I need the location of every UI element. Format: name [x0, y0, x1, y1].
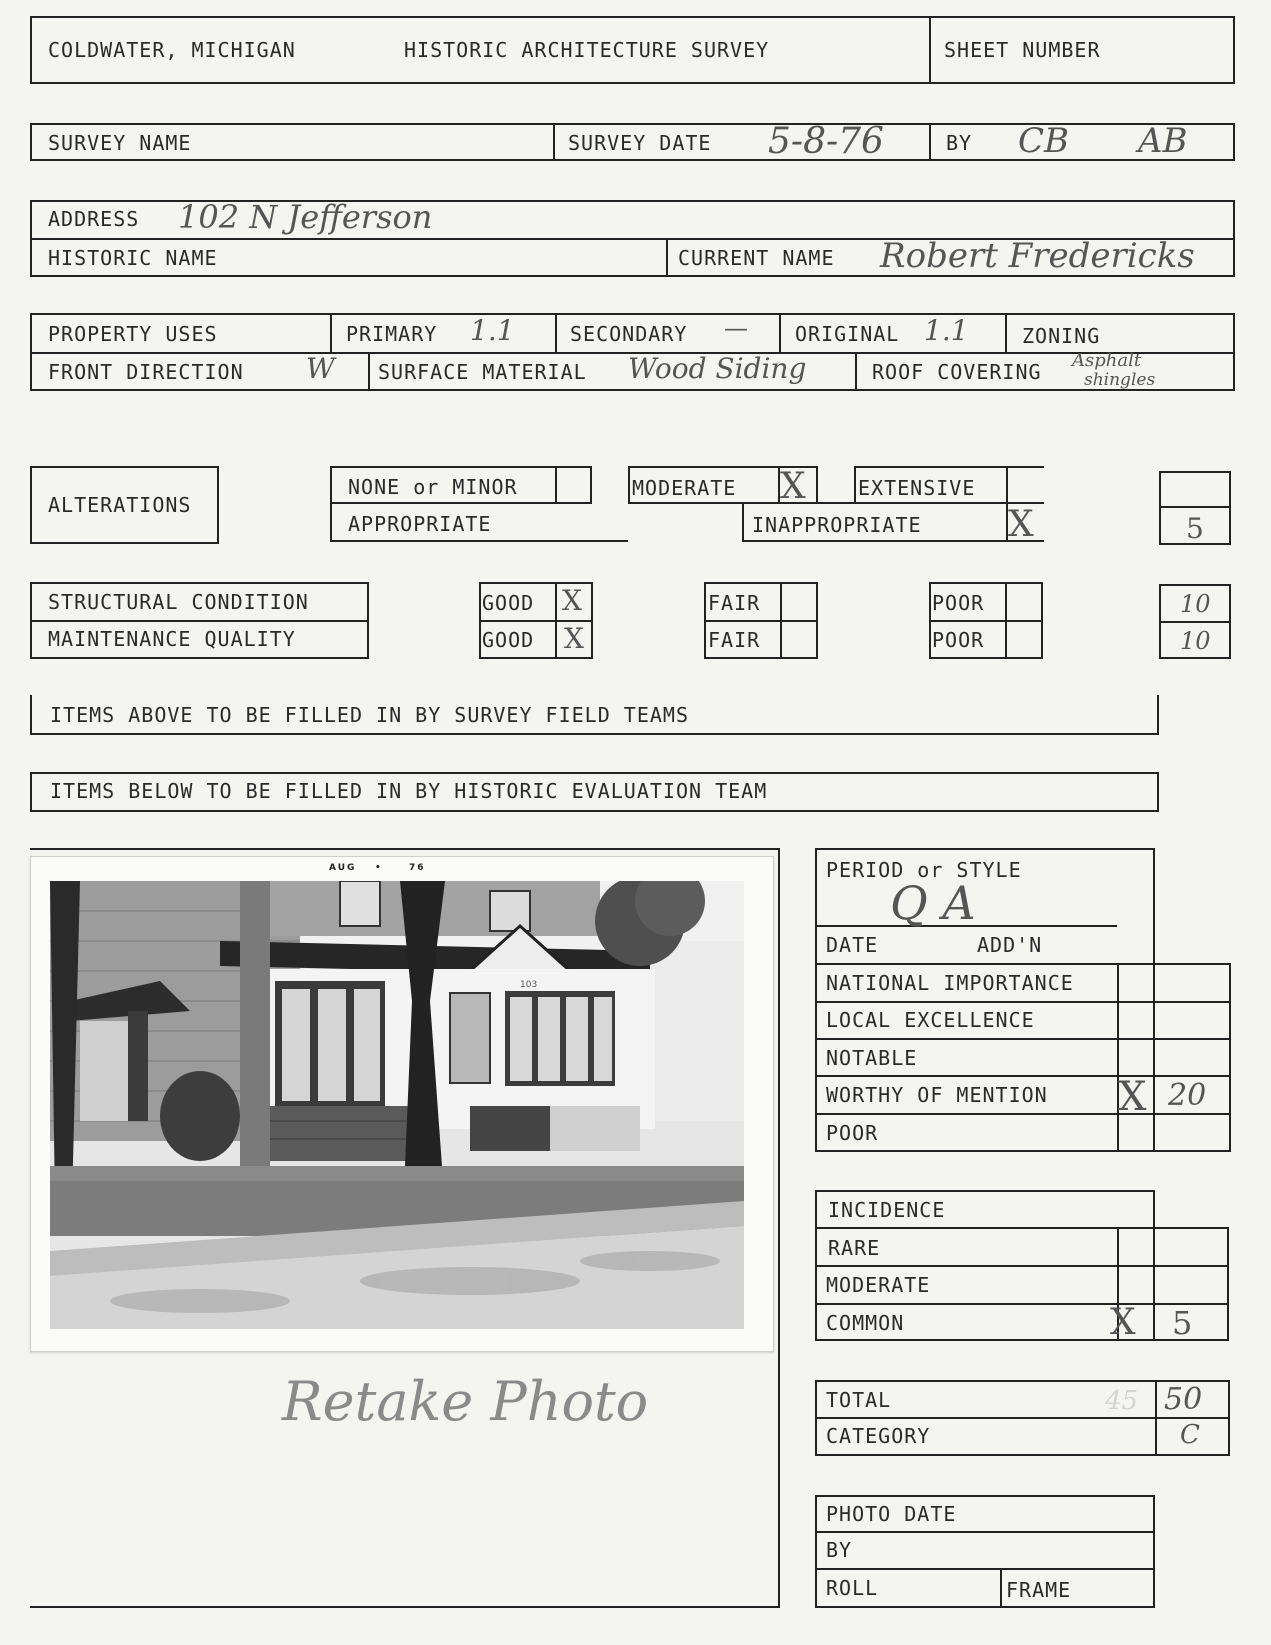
secondary-value: —	[724, 314, 748, 342]
location-label: COLDWATER, MICHIGAN	[48, 38, 296, 62]
structural-condition-label: STRUCTURAL CONDITION	[48, 590, 309, 614]
alterations-label: ALTERATIONS	[48, 493, 192, 517]
eval-divider-4	[815, 1075, 1231, 1077]
photo-date-label: PHOTO DATE	[826, 1502, 957, 1526]
maintenance-poor-label: POOR	[932, 628, 985, 652]
structural-poor-label: POOR	[932, 591, 985, 615]
alterations-score-divider	[1159, 506, 1231, 508]
note-above: ITEMS ABOVE TO BE FILLED IN BY SURVEY FIELD TEAMS	[50, 703, 690, 727]
incidence-label: INCIDENCE	[828, 1198, 946, 1222]
evaluation-bottom	[815, 1150, 1231, 1152]
property-divider-4	[1005, 313, 1007, 352]
front-direction-value: W	[306, 352, 335, 385]
property-divider-1	[330, 313, 332, 352]
structural-good-mark: X	[562, 584, 582, 617]
inappropriate-mark: X	[1008, 504, 1034, 545]
survey-date-label: SURVEY DATE	[568, 131, 712, 155]
totals-divider	[815, 1417, 1230, 1419]
none-minor-checkbox[interactable]	[555, 466, 557, 504]
surface-material-label: SURFACE MATERIAL	[378, 360, 587, 384]
common-label: COMMON	[826, 1311, 905, 1335]
survey-right-edge	[1233, 123, 1235, 161]
worthy-of-mention-score: 20	[1168, 1078, 1207, 1113]
roof-covering-value-1: Asphalt	[1072, 350, 1142, 371]
maintenance-score: 10	[1180, 627, 1211, 655]
original-label: ORIGINAL	[795, 322, 900, 346]
good-checkbox[interactable]	[555, 582, 557, 659]
survey-name-label: SURVEY NAME	[48, 131, 192, 155]
alterations-score: 5	[1186, 512, 1204, 545]
incidence-divider-3	[815, 1303, 1229, 1305]
property-divider-2	[555, 313, 557, 352]
poor-checkbox[interactable]	[1005, 582, 1007, 659]
inappropriate-label: INAPPROPRIATE	[752, 513, 922, 537]
category-value: C	[1180, 1420, 1200, 1450]
incidence-divider-1	[815, 1227, 1117, 1229]
evaluation-score-box	[1117, 963, 1231, 1152]
property-divider-5	[368, 352, 370, 391]
addn-label: ADD'N	[977, 933, 1043, 957]
moderate-mark: X	[780, 466, 806, 507]
roll-label: ROLL	[826, 1576, 879, 1600]
notable-label: NOTABLE	[826, 1046, 918, 1070]
form-title: HISTORIC ARCHITECTURE SURVEY	[404, 38, 770, 62]
worthy-of-mention-mark: X	[1118, 1074, 1147, 1120]
photo-stamp-dot: •	[375, 863, 383, 873]
total-faint-value: 45	[1105, 1386, 1139, 1416]
eval-divider-3	[815, 1038, 1231, 1040]
address-label: ADDRESS	[48, 207, 140, 231]
maintenance-good-label: GOOD	[482, 628, 535, 652]
photo-house-number: 103	[520, 980, 538, 990]
photo-stamp-year: 76	[409, 863, 426, 873]
period-style-value: Q A	[890, 876, 976, 930]
house-photograph	[30, 856, 774, 1352]
survey-by-value-2: AB	[1138, 121, 1188, 161]
house-photo-image	[50, 881, 744, 1329]
date-label: DATE	[826, 933, 879, 957]
photo-stamp-month: AUG	[329, 863, 357, 873]
moderate-label: MODERATE	[632, 476, 737, 500]
extensive-label: EXTENSIVE	[858, 476, 976, 500]
structural-score: 10	[1180, 590, 1211, 618]
maintenance-fair-label: FAIR	[708, 628, 761, 652]
surface-material-value: Wood Siding	[628, 352, 807, 385]
original-value: 1.1	[924, 314, 969, 347]
current-name-label: CURRENT NAME	[678, 246, 835, 270]
common-mark: X	[1110, 1302, 1136, 1343]
property-divider-6	[855, 352, 857, 391]
fair-divider	[704, 620, 818, 622]
appropriate-label: APPROPRIATE	[348, 512, 492, 536]
address-value: 102 N Jefferson	[178, 198, 433, 236]
frame-label: FRAME	[1006, 1578, 1072, 1602]
roll-frame-divider	[1000, 1568, 1002, 1608]
evaluation-check-column	[1117, 963, 1119, 1152]
eval-divider-5	[815, 1113, 1231, 1115]
national-importance-label: NATIONAL IMPORTANCE	[826, 971, 1074, 995]
structural-fair-label: FAIR	[708, 591, 761, 615]
condition-score-divider	[1159, 621, 1231, 623]
maintenance-quality-label: MAINTENANCE QUALITY	[48, 627, 296, 651]
survey-date-value: 5-8-76	[768, 121, 884, 162]
retake-note: Retake Photo	[282, 1370, 649, 1433]
none-minor-label: NONE or MINOR	[348, 475, 518, 499]
period-style-label: PERIOD or STYLE	[826, 858, 1022, 882]
rare-label: RARE	[828, 1236, 881, 1260]
survey-by-label: BY	[946, 131, 973, 155]
poor-divider	[929, 620, 1043, 622]
property-divider-3	[779, 313, 781, 352]
survey-divider-1	[553, 123, 555, 161]
zoning-label: ZONING	[1022, 324, 1101, 348]
survey-by-value-1: CB	[1018, 121, 1069, 161]
header-divider	[929, 16, 931, 84]
survey-divider-2	[929, 123, 931, 161]
structural-good-label: GOOD	[482, 591, 535, 615]
totals-value-column	[1155, 1380, 1157, 1456]
category-label: CATEGORY	[826, 1424, 931, 1448]
sheet-number-label: SHEET NUMBER	[944, 38, 1101, 62]
worthy-of-mention-label: WORTHY OF MENTION	[826, 1083, 1048, 1107]
eval-divider-2	[815, 1001, 1231, 1003]
property-uses-label: PROPERTY USES	[48, 322, 218, 346]
address-divider	[666, 238, 668, 277]
maintenance-good-mark: X	[564, 622, 584, 655]
current-name-value: Robert Fredericks	[880, 236, 1195, 276]
total-label: TOTAL	[826, 1388, 892, 1412]
photo-info-divider-2	[815, 1568, 1155, 1570]
incidence-moderate-label: MODERATE	[826, 1273, 931, 1297]
photo-by-label: BY	[826, 1538, 853, 1562]
total-value: 50	[1164, 1382, 1203, 1417]
common-score: 5	[1172, 1304, 1193, 1342]
primary-label: PRIMARY	[346, 322, 438, 346]
front-direction-label: FRONT DIRECTION	[48, 360, 244, 384]
poor-label: POOR	[826, 1121, 879, 1145]
secondary-label: SECONDARY	[570, 322, 688, 346]
roof-covering-label: ROOF COVERING	[872, 360, 1042, 384]
local-excellence-label: LOCAL EXCELLENCE	[826, 1008, 1035, 1032]
historic-name-label: HISTORIC NAME	[48, 246, 218, 270]
eval-divider-1	[815, 963, 1231, 965]
note-below: ITEMS BELOW TO BE FILLED IN BY HISTORIC EVALUATION TEAM	[50, 779, 768, 803]
incidence-divider-2	[815, 1265, 1229, 1267]
incidence-bottom	[815, 1339, 1229, 1341]
photo-info-divider-1	[815, 1531, 1155, 1533]
roof-covering-value-2: shingles	[1084, 370, 1156, 390]
primary-value: 1.1	[470, 314, 515, 347]
condition-label-divider	[30, 620, 369, 622]
fair-checkbox[interactable]	[780, 582, 782, 659]
photo-area-bottom	[30, 1606, 780, 1608]
